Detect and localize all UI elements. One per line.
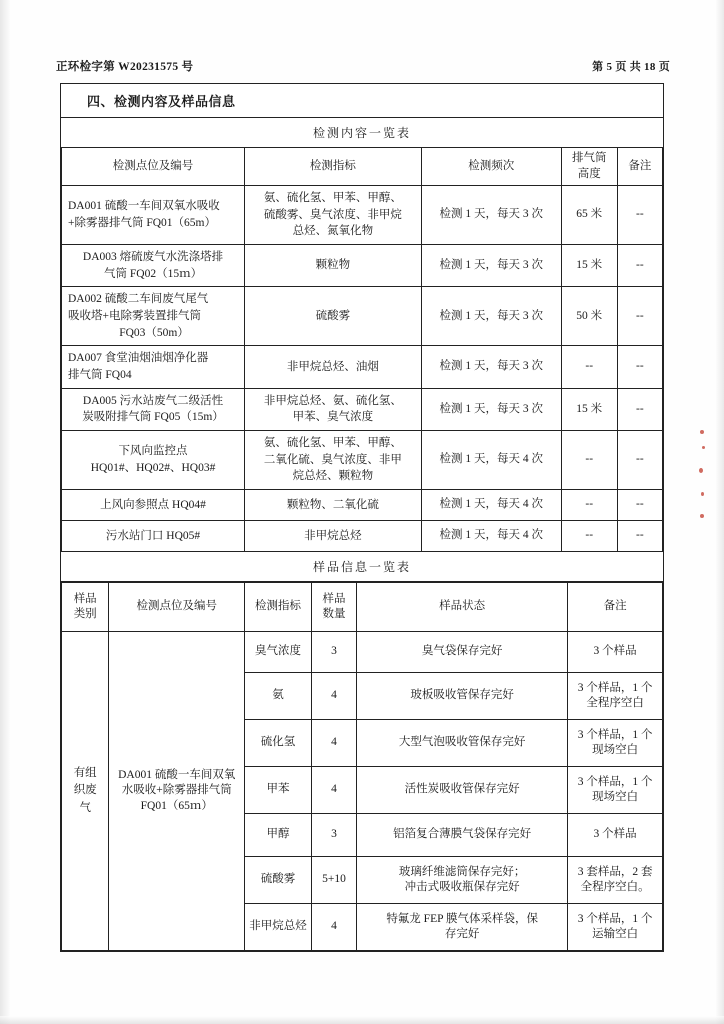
table1-frequency: 检测 1 天，每天 3 次	[421, 245, 561, 287]
remark-line2: 全程序空白	[586, 697, 644, 710]
table2-index: 非甲烷总烃	[245, 904, 312, 951]
remark-line1: 3 个样品，1 个	[577, 912, 653, 925]
table1-frequency: 检测 1 天，每天 3 次	[421, 186, 561, 245]
remark-line2: 现场空白	[592, 744, 639, 757]
index-line1: 非甲烷总烃、氨、硫化氢、	[263, 394, 402, 407]
table1-col-point: 检测点位及编号	[62, 148, 245, 186]
table1-frequency: 检测 1 天，每天 3 次	[421, 287, 561, 346]
point-line3: FQ01（65ｍ）	[140, 799, 213, 812]
table1-point	[62, 186, 245, 245]
table-row	[62, 632, 663, 673]
remark-line1: 3 个样品，1 个	[577, 728, 653, 741]
table2-count: 3	[311, 814, 356, 857]
page-number: 第 5 页 共 18 页	[592, 61, 670, 73]
table1-frequency: 检测 1 天，每天 3 次	[421, 388, 561, 430]
index-line1: 氨、硫化氢、甲苯、甲醇、	[263, 192, 402, 205]
table-row	[62, 186, 663, 245]
table1-col-remark: 备注	[617, 148, 662, 186]
table2-header-row	[62, 583, 663, 632]
table2-index: 硫化氢	[245, 720, 312, 767]
count-hdr-line2: 数量	[322, 608, 346, 621]
table1-index	[245, 431, 422, 490]
point-line1: DA001 硫酸一车间双氧	[118, 768, 236, 781]
point-line2: 炭吸附排气筒 FQ05（15m）	[82, 411, 224, 424]
table2-count: 4	[311, 673, 356, 720]
table2-index: 氨	[245, 673, 312, 720]
table2-index: 臭气浓度	[245, 632, 312, 673]
table2-index: 甲醇	[245, 814, 312, 857]
index-line2: 二氧化硫、臭气浓度、非甲	[263, 453, 402, 466]
point-line1: DA003 熔硫废气水洗涤塔排	[82, 251, 224, 264]
table1-height: --	[561, 431, 617, 490]
table1-point: 污水站门口 HQ05#	[62, 521, 245, 552]
point-line2: HQ01#、HQ02#、HQ03#	[90, 462, 216, 475]
table1-index: 颗粒物、二氧化硫	[245, 490, 422, 521]
table1-height: 15 米	[561, 245, 617, 287]
table1-remark: --	[617, 186, 662, 245]
scan-edge-right	[715, 0, 724, 1024]
table1-remark: --	[617, 490, 662, 521]
table2-status: 铝箔复合薄膜气袋保存完好	[357, 814, 568, 857]
status-line2: 冲击式吸收瓶保存完好	[404, 881, 520, 894]
table2-caption: 样品信息一览表	[61, 552, 663, 582]
index-line2: 硫酸雾、臭气浓度、非甲烷	[263, 208, 402, 221]
table1-col-index: 检测指标	[245, 148, 422, 186]
table2-status: 臭气袋保存完好	[357, 632, 568, 673]
table2-status	[357, 904, 568, 951]
table2-status	[357, 857, 568, 904]
point-line2: 吸收塔+电除雾装置排气筒	[68, 310, 201, 323]
table2-remark	[568, 720, 663, 767]
scan-edge-left	[0, 0, 11, 1024]
point-line2: 排气筒 FQ04	[68, 369, 132, 382]
point-line1: DA001 硫酸一车间双氧水吸收	[68, 200, 220, 213]
table2-index: 硫酸雾	[245, 857, 312, 904]
table1-height: 15 米	[561, 388, 617, 430]
document-header	[56, 58, 670, 74]
point-line1: 下风向监控点	[118, 445, 188, 458]
table2-status: 玻板吸收管保存完好	[357, 673, 568, 720]
table1-col-height-line1: 排气筒	[571, 152, 607, 164]
table1-point	[62, 346, 245, 388]
table1-remark: --	[617, 287, 662, 346]
table-row	[62, 245, 663, 287]
table-row	[62, 521, 663, 552]
table1-header-row	[62, 148, 663, 186]
section-title: 四、检测内容及样品信息	[61, 84, 663, 118]
content-frame	[60, 83, 664, 952]
table1-col-height-line2: 高度	[577, 167, 601, 180]
point-line1: DA002 硫酸二车间废气尾气	[68, 293, 209, 306]
count-hdr-line1: 样品	[322, 592, 346, 605]
table1-remark: --	[617, 346, 662, 388]
table1-col-frequency: 检测频次	[421, 148, 561, 186]
table2-status: 大型气泡吸收管保存完好	[357, 720, 568, 767]
point-line2: 水吸收+除雾器排气筒	[121, 784, 232, 797]
table1-height: --	[561, 490, 617, 521]
table2-remark	[568, 767, 663, 814]
category-line2: 织废	[73, 784, 97, 797]
table2-col-count	[311, 583, 356, 632]
table2-index: 甲苯	[245, 767, 312, 814]
table1-point	[62, 388, 245, 430]
table1-frequency: 检测 1 天，每天 4 次	[421, 521, 561, 552]
table1-point: 上风向参照点 HQ04#	[62, 490, 245, 521]
index-line3: 总烃、氮氧化物	[292, 225, 374, 238]
status-line1: 特氟龙 FEP 膜气体采样袋，保	[386, 912, 538, 925]
category-line3: 气	[79, 801, 91, 814]
table1-col-height	[561, 148, 617, 186]
table2-remark	[568, 857, 663, 904]
remark-line1: 3 套样品，2 套	[577, 865, 653, 878]
table1-index: 硫酸雾	[245, 287, 422, 346]
remark-line2: 现场空白	[592, 791, 639, 804]
table2-category	[62, 632, 109, 951]
table1-index	[245, 186, 422, 245]
table2-remark: 3 个样品	[568, 814, 663, 857]
remark-line2: 全程序空白。	[580, 881, 650, 894]
sample-information-table	[61, 582, 663, 951]
report-number: 正环检字第 W20231575 号	[56, 61, 194, 73]
table2-remark: 3 个样品	[568, 632, 663, 673]
table-row	[62, 287, 663, 346]
point-line3: FQ03（50m）	[119, 326, 189, 339]
table1-height: 65 米	[561, 186, 617, 245]
category-hdr-line2: 类别	[73, 608, 97, 621]
table1-caption: 检测内容一览表	[312, 126, 411, 140]
table2-col-remark: 备注	[568, 583, 663, 632]
table1-height: --	[561, 346, 617, 388]
table1-index: 非甲烷总烃、油烟	[245, 346, 422, 388]
table1-frequency: 检测 1 天，每天 3 次	[421, 346, 561, 388]
status-line2: 存完好	[444, 928, 480, 941]
remark-line1: 3 个样品，1 个	[577, 681, 653, 694]
table2-col-status: 样品状态	[357, 583, 568, 632]
table1-index: 非甲烷总烃	[245, 521, 422, 552]
table1-remark: --	[617, 431, 662, 490]
table2-col-point: 检测点位及编号	[109, 583, 245, 632]
table1-index: 颗粒物	[245, 245, 422, 287]
table1-index	[245, 388, 422, 430]
table-row	[62, 431, 663, 490]
status-line1: 玻璃纤维滤筒保存完好；	[398, 865, 526, 878]
remark-line2: 运输空白	[592, 928, 639, 941]
table2-col-index: 检测指标	[245, 583, 312, 632]
table2-remark	[568, 904, 663, 951]
inspection-content-table	[61, 147, 663, 552]
table2-col-category	[62, 583, 109, 632]
index-line2: 甲苯、臭气浓度	[292, 411, 374, 424]
point-line2: 气筒 FQ02（15ｍ）	[104, 267, 203, 280]
table1-point	[62, 431, 245, 490]
point-line1: DA007 食堂油烟油烟净化器	[68, 352, 209, 365]
table1-height: 50 米	[561, 287, 617, 346]
index-line1: 氨、硫化氢、甲苯、甲醇、	[263, 437, 402, 450]
table1-height: --	[561, 521, 617, 552]
table2-remark	[568, 673, 663, 720]
table1-remark: --	[617, 388, 662, 430]
table2-count: 4	[311, 904, 356, 951]
table1-point	[62, 287, 245, 346]
table-row	[62, 346, 663, 388]
category-line1: 有组	[73, 767, 97, 780]
table2-count: 3	[311, 632, 356, 673]
table-row	[62, 490, 663, 521]
index-line3: 烷总烃、颗粒物	[292, 470, 374, 483]
table1-remark: --	[617, 245, 662, 287]
table2-count: 4	[311, 767, 356, 814]
table1-frequency: 检测 1 天，每天 4 次	[421, 490, 561, 521]
category-hdr-line1: 样品	[73, 592, 97, 605]
table-row	[62, 388, 663, 430]
point-line2: +除雾器排气筒 FQ01（65m）	[68, 217, 217, 230]
table1-frequency: 检测 1 天，每天 4 次	[421, 431, 561, 490]
table1-remark: --	[617, 521, 662, 552]
remark-line1: 3 个样品，1 个	[577, 775, 653, 788]
scan-artifact-marks	[698, 430, 708, 520]
table2-count: 5+10	[311, 857, 356, 904]
point-line1: DA005 污水站废气二级活性	[82, 394, 224, 407]
table1-point	[62, 245, 245, 287]
table2-point	[109, 632, 245, 951]
table2-count: 4	[311, 720, 356, 767]
scan-edge-bottom	[0, 1016, 724, 1024]
table2-status: 活性炭吸收管保存完好	[357, 767, 568, 814]
